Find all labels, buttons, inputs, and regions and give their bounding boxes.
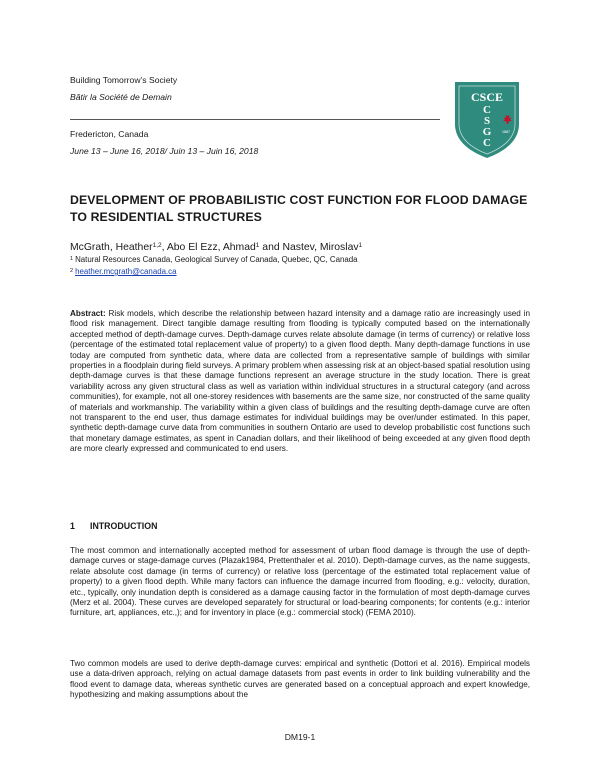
- svg-text:C: C: [483, 104, 491, 116]
- section-title: INTRODUCTION: [90, 521, 158, 531]
- header-divider: [70, 119, 440, 120]
- svg-text:C: C: [483, 137, 491, 149]
- section-heading-introduction: [70, 521, 157, 532]
- abstract-text: Risk models, which describe the relationship between hazard intensity and a damage ratio are increasingly used in flood risk management. Direct tangible damage resulting from flooding is typically computed based on the internationally accepted method of depth-damage curves. Depth-damage curves relate absolute damage (in terms of currency) or relative loss (percentage of the estimated total replacement value of property) to a given flood depth. Many depth-damage functions in use today are computed from synthetic data, where data are collected from a representative sample of buildings with similar properties in a floodplain during field surveys. A primary problem when assessing risk at an object-based spatial resolution using depth-damage curves is that these damage functions represent an average structure in the study location. There is great variability across any given structural class as well as variation within individual structures in a structural category (and across communities), for example, not all one-storey residences with basements are the same size, nor constructed of the same quality of materials and workmanship. The variability within a given class of buildings and the resulting depth-damage curve are often not transparent to the end user, thus damage estimates for individual buildings may be over/under estimated. In this paper, synthetic depth-damage curve data from communities in southern Ontario are used to develop probabilistic cost functions such that monetary damage estimates, as spent in Canadian dollars, and their likelihood of being exceeded at any given flood depth are more clearly expressed and communicated to end users.: [70, 309, 530, 454]
- svg-text:G: G: [482, 126, 492, 138]
- abstract: [70, 309, 530, 455]
- intro-paragraph-2: Two common models are used to derive depth-damage curves: empirical and synthetic (Dottori et al. 2016). Empirical models use a data-driven approach, relying on actual damage datasets from past events in order to link building vulnerability and the flood event to damage data, whereas synthetic curves are generated based on a conceptual approach and expert knowledge, hypothesizing and making assumptions about the: [70, 659, 530, 700]
- csce-logo: [451, 80, 523, 160]
- author-1-affil: 1,2: [152, 242, 162, 249]
- abstract-label: Abstract:: [70, 309, 106, 318]
- affiliation-2: [70, 267, 177, 277]
- section-number: 1: [70, 521, 75, 531]
- society-name-en: Building Tomorrow’s Society: [70, 75, 178, 85]
- affiliation-1: [70, 255, 358, 265]
- svg-text:S: S: [483, 115, 491, 127]
- society-name-fr: Bâtir la Société de Demain: [70, 92, 172, 102]
- affiliation-1-mark: 1: [70, 256, 74, 262]
- csce-shield-icon: [451, 80, 523, 160]
- conference-dates: June 13 – June 16, 2018/ Juin 13 – Juin 16, 2018: [70, 146, 259, 156]
- author-list: [70, 241, 362, 254]
- author-3: and Nastev, Miroslav: [259, 242, 359, 253]
- author-1: McGrath, Heather: [70, 242, 153, 253]
- paper-title: DEVELOPMENT OF PROBABILISTIC COST FUNCTION FOR FLOOD DAMAGE TO RESIDENTIAL STRUCTURES: [70, 193, 528, 224]
- conference-location: Fredericton, Canada: [70, 129, 149, 139]
- author-2: , Abo El Ezz, Ahmad: [161, 242, 256, 253]
- page-number: DM19-1: [284, 732, 316, 742]
- svg-text:CSCE: CSCE: [470, 90, 504, 104]
- affiliation-2-mark: 2: [70, 268, 74, 274]
- svg-text:1887: 1887: [502, 130, 510, 134]
- author-3-affil: 1: [358, 242, 363, 249]
- author-email-link[interactable]: heather.mcgrath@canada.ca: [75, 267, 177, 276]
- intro-paragraph-1: The most common and internationally accepted method for assessment of urban flood damage is through the use of depth-damage curves or stage-damage curves (Plazak1984, Prettenthaler et al. 2010). Depth-damage curves, as the name suggests, relate absolute cost damage (in terms of currency) or relative loss (percentage of the estimated total replacement value of property) to a given flood depth. While many factors can influence the damage incurred from flooding, e.g.: velocity, duration, etc., typically, only inundation depth is considered as a damage causing factor in the formulation of most depth-damage curves (Merz et al. 2004). These curves are developed separately for structural or load-bearing components; for contents (e.g.: interior furniture, art, appliances, etc.,); and for inventory in place (e.g.: commercial stock) (FEMA 2010).: [70, 546, 530, 618]
- affiliation-1-text: Natural Resources Canada, Geological Survey of Canada, Quebec, QC, Canada: [75, 255, 358, 264]
- author-2-affil: 1: [255, 242, 260, 249]
